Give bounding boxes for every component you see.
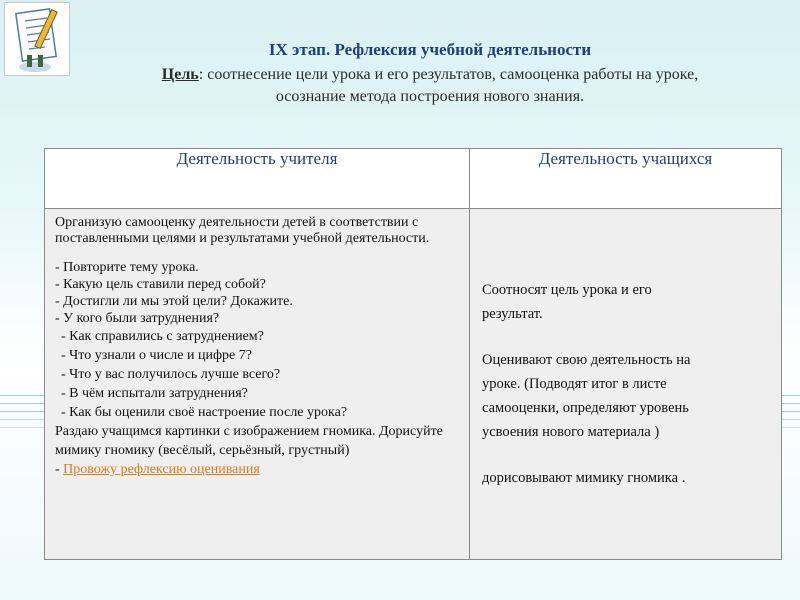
question-item: - В чём испытали затруднения? [61, 386, 248, 401]
reflection-link[interactable]: Провожу рефлексию оценивания [63, 462, 260, 477]
page-title: IX этап. Рефлексия учебной деятельности [268, 40, 592, 59]
header [60, 40, 800, 108]
goal-line-2: осознание метода построения нового знания. [275, 88, 585, 105]
students-text-2b: уроке. (Подводят итог в листе [482, 376, 667, 392]
teacher-handout: Раздаю учащимся картинки с изображением гномика. Дорисуйте мимику гномику (весёлый, серьёзный, грустный) [55, 424, 443, 458]
question-item: - Какую цель ставили перед собой? [55, 277, 266, 292]
goal-label: Цель [161, 66, 199, 83]
students-text-2a: Оценивают свою деятельность на [482, 352, 691, 368]
students-text-1b: результат. [482, 306, 543, 322]
question-item: - Повторите тему урока. [55, 260, 199, 275]
students-text-1: Соотносят цель урока и его [482, 282, 652, 298]
students-cell [470, 209, 782, 560]
question-item: - Что у вас получилось лучше всего? [61, 367, 281, 382]
reflection-line [55, 460, 461, 479]
header-students: Деятельность учащихся [470, 149, 782, 209]
question-item: - Достигли ли мы этой цели? Докажите. [55, 294, 293, 309]
question-item: - Как справились с затруднением? [61, 329, 264, 344]
students-text-2d: усвоения нового материала ) [482, 424, 660, 440]
students-text-3: дорисовывают мимику гномика . [482, 470, 686, 486]
goal-line-1 [60, 64, 800, 86]
question-item: - Как бы оценили своё настроение после урока? [61, 405, 348, 420]
question-item: - Что узнали о числе и цифре 7? [61, 348, 252, 363]
question-item: - У кого были затруднения? [55, 311, 220, 326]
link-prefix: - [55, 462, 64, 477]
activity-table [44, 148, 782, 560]
teacher-intro: Организую самооценку деятельности детей в соответствии с поставленными целями и результатами учебной деятельности. [55, 215, 430, 246]
students-text-2c: самооценки, определяют уровень [482, 400, 689, 416]
goal-text-1: : соотнесение цели урока и его результатов, самооценка работы на уроке, [198, 66, 699, 83]
header-teacher: Деятельность учителя [45, 149, 470, 209]
teacher-cell [45, 209, 470, 560]
